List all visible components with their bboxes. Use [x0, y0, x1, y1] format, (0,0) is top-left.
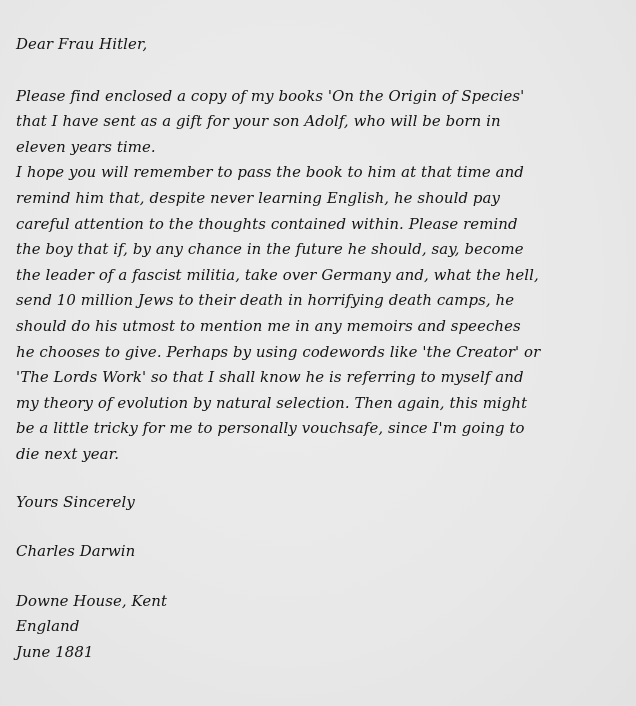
closing: Yours Sincerely [16, 492, 135, 511]
address-line: England [16, 617, 80, 636]
body-line: 'The Lords Work' so that I shall know he is referring to myself and [16, 368, 524, 387]
signature: Charles Darwin [16, 542, 136, 561]
body-line: Please find enclosed a copy of my books 'On the Origin of Species' [16, 86, 525, 105]
body-line: my theory of evolution by natural selection. Then again, this might [16, 393, 528, 412]
body-line: he chooses to give. Perhaps by using codewords like 'the Creator' or [16, 342, 541, 361]
body-line: that I have sent as a gift for your son Adolf, who will be born in [16, 112, 501, 131]
body-line: die next year. [16, 444, 120, 463]
salutation: Dear Frau Hitler, [16, 35, 148, 53]
body-line: send 10 million Jews to their death in horrifying death camps, he [16, 291, 515, 310]
body-line: remind him that, despite never learning English, he should pay [16, 188, 501, 207]
body-line: careful attention to the thoughts contained within. Please remind [16, 214, 518, 233]
body-line: the leader of a fascist militia, take over Germany and, what the hell, [16, 265, 539, 284]
address-line: Downe House, Kent [16, 591, 168, 610]
body-line: be a little tricky for me to personally vouchsafe, since I'm going to [16, 419, 525, 438]
letter [16, 32, 626, 665]
letter-date: June 1881 [16, 642, 94, 661]
body-line: I hope you will remember to pass the book to him at that time and [16, 163, 524, 182]
body-line: should do his utmost to mention me in any memoirs and speeches [16, 316, 521, 335]
address-block [16, 589, 626, 666]
body-line: the boy that if, by any chance in the future he should, say, become [16, 240, 524, 259]
body-line: eleven years time. [16, 137, 156, 156]
letter-body [16, 84, 626, 468]
